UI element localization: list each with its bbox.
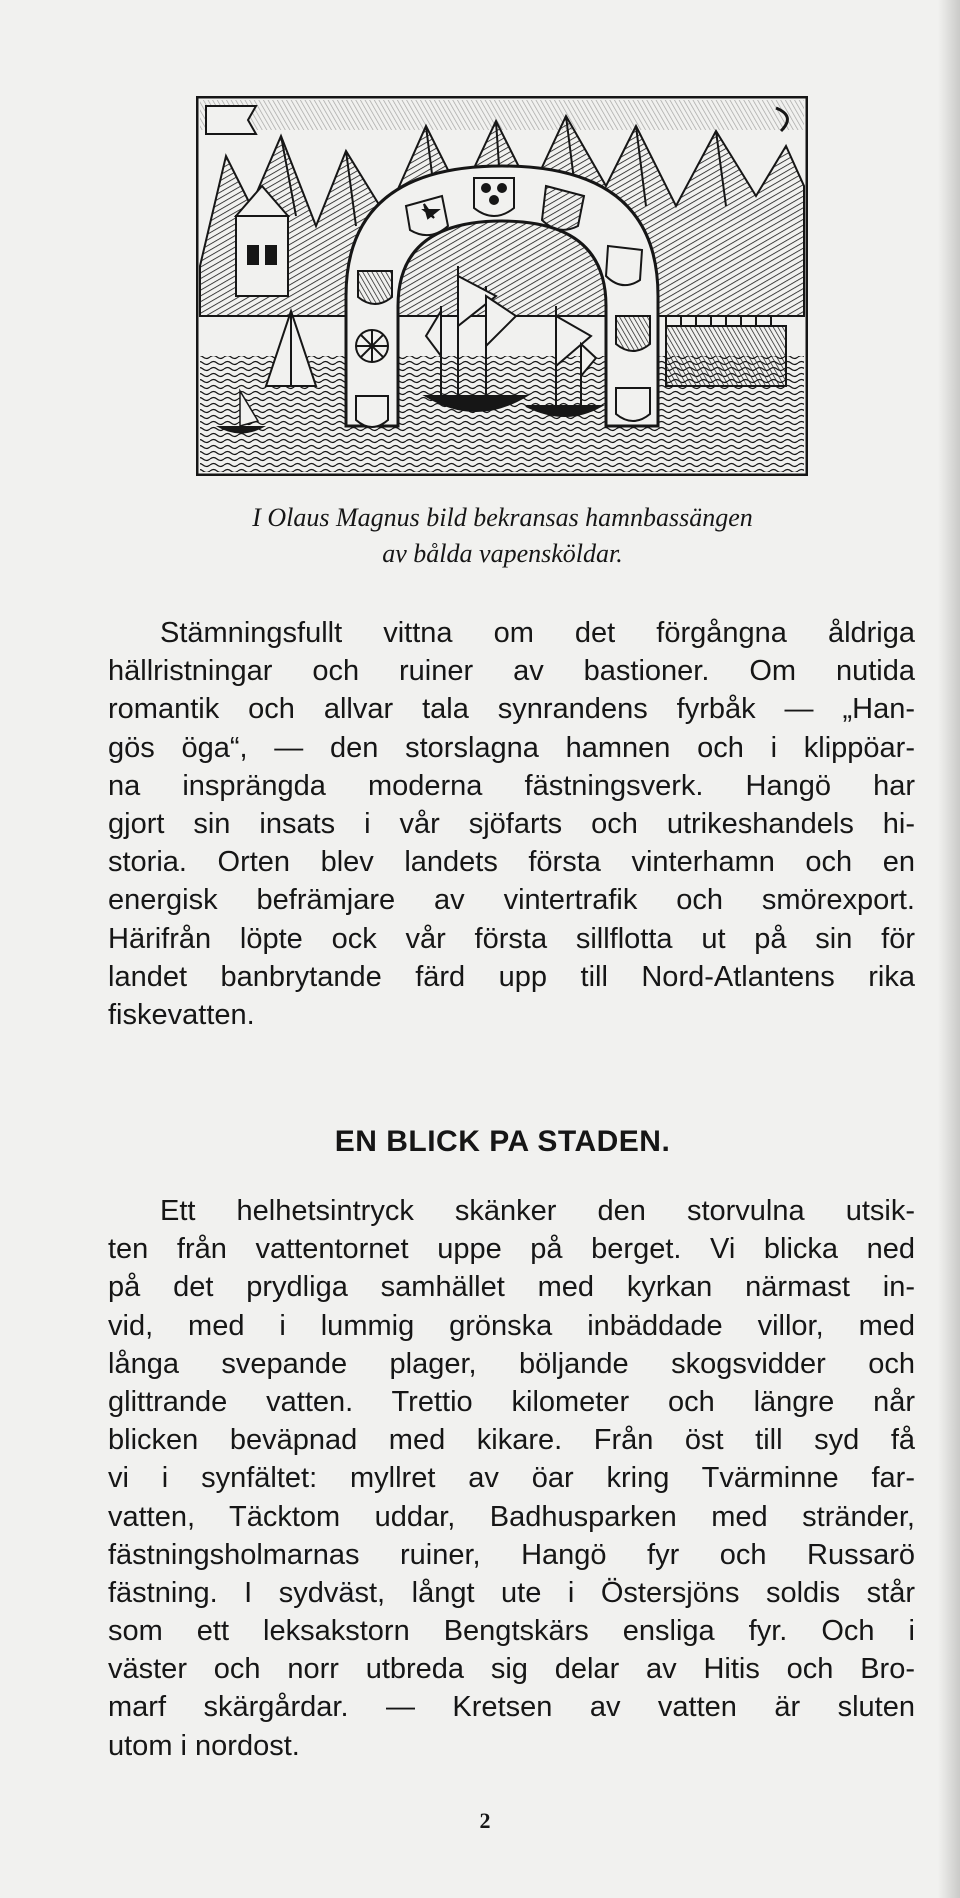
text-line: gös öga“, — den storslagna hamnen och i klippöar- [108, 731, 915, 764]
page-edge-shadow [938, 0, 960, 1898]
paragraph-intro [108, 614, 915, 1034]
paragraph-view [108, 1192, 915, 1765]
page-number: 2 [479, 1808, 491, 1833]
text-line: fästningsholmarnas ruiner, Hangö fyr och Russarö [108, 1538, 915, 1571]
text-line: ten från vattentornet uppe på berget. Vi blicka ned [108, 1233, 915, 1266]
text-line: vi i synfältet: myllret av öar kring Tvärminne far- [108, 1462, 915, 1495]
text-line: som ett leksakstorn Bengtskärs ensliga fyr. Och i [108, 1615, 915, 1648]
text-line: vatten, Täcktom uddar, Badhusparken med stränder, [108, 1500, 915, 1533]
caption-line-1: I Olaus Magnus bild bekransas hamnbassängen [252, 503, 753, 532]
section-heading: EN BLICK PA STADEN. [334, 1125, 671, 1158]
text-line: hällristningar och ruiner av bastioner. Om nutida [108, 655, 915, 688]
text-line: fiskevatten. [108, 998, 255, 1031]
text-line: långa svepande plager, böljande skogsvidder och [108, 1347, 915, 1380]
text-line: energisk befrämjare av vintertrafik och smörexport. [108, 884, 915, 917]
illustration-caption [190, 500, 815, 572]
text-line: storia. Orten blev landets första vinterhamn och en [108, 846, 915, 879]
text-line: marf skärgårdar. — Kretsen av vatten är sluten [108, 1691, 915, 1724]
text-line: landet banbrytande färd upp till Nord-Atlantens rika [108, 960, 915, 993]
text-line: utom i nordost. [108, 1729, 300, 1762]
caption-line-2: av bålda vapensköldar. [382, 539, 623, 568]
text-line: blicken beväpnad med kikare. Från öst till syd få [108, 1424, 915, 1457]
text-line: väster och norr utbreda sig delar av Hitis och Bro- [108, 1653, 915, 1686]
text-line: vid, med i lummig grönska inbäddade villor, med [108, 1309, 915, 1342]
woodcut-illustration [196, 96, 808, 476]
text-line: Stämningsfullt vittna om det förgångna åldriga [160, 617, 915, 649]
text-line: Ett helhetsintryck skänker den storvulna utsik- [160, 1195, 915, 1227]
text-line: på det prydliga samhället med kyrkan närmast in- [108, 1271, 915, 1304]
text-line: Härifrån löpte ock vår första sillflotta ut på sin för [108, 922, 915, 955]
text-line: glittrande vatten. Trettio kilometer och längre når [108, 1385, 915, 1418]
text-line: na insprängda moderna fästningsverk. Hangö har [108, 769, 915, 802]
text-line: gjort sin insats i vår sjöfarts och utrikeshandels hi- [108, 807, 915, 840]
text-line: romantik och allvar tala synrandens fyrbåk — „Han- [108, 693, 915, 726]
text-line: fästning. I sydväst, långt ute i Östersjöns soldis står [108, 1576, 915, 1609]
